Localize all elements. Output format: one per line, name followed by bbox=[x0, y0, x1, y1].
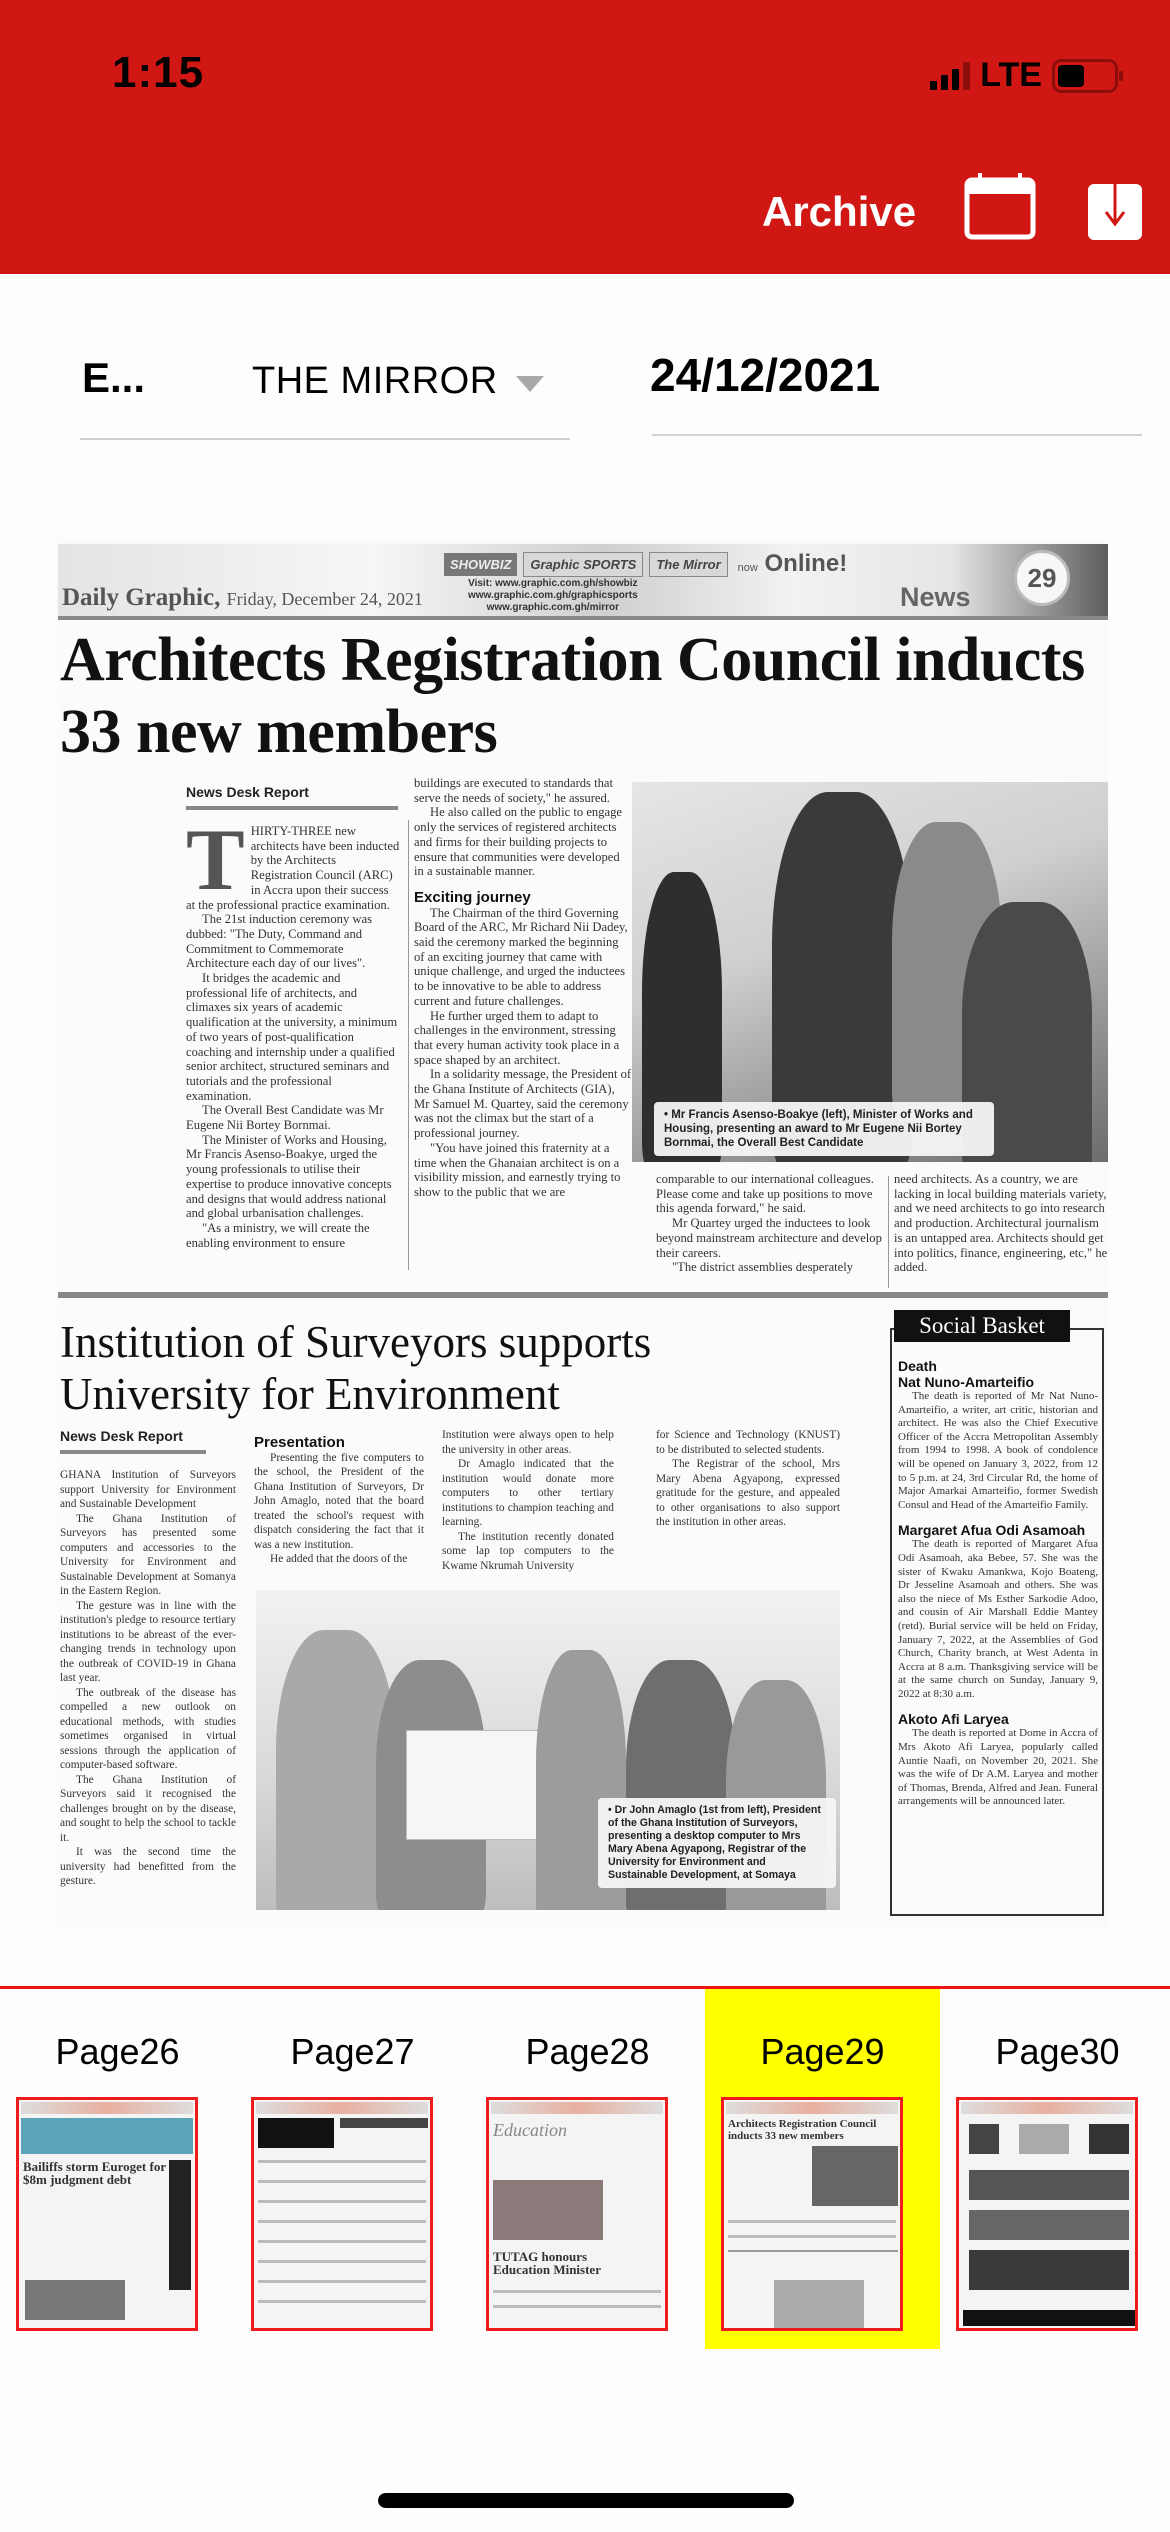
obituary-text: The death is reported of Margaret Afua Odi Asamoah, aka Bebee, 57. She was the sister of Kwaku Amankwa, Kojo Boateng, Dr Jesseline Asamoah and others. She was also the niece of Ms Esther Sarkodie Adoo, and cousin of Air Marshall Eddie Mantey (retd). Burial service will be held on Friday, January 7, 2022, at the Assemblies of God Church, Charity branch, at West Adenta in Accra at 8 a.m. Thanksgiving service will be at the same church on Sunday, January 9, 2022 at 8:30 a.m. bbox=[898, 1538, 1098, 1700]
dropdown-underline bbox=[80, 438, 570, 440]
obituary-name: Nat Nuno-Amarteifio bbox=[898, 1374, 1035, 1390]
graphic-sports-logo: Graphic SPORTS bbox=[523, 552, 643, 577]
story2-headline: Institution of Surveyors supports University for Environment bbox=[60, 1317, 652, 1419]
page-tab-30[interactable] bbox=[940, 1989, 1170, 2349]
masthead-logos bbox=[444, 550, 847, 578]
story2-subhead: Presentation bbox=[254, 1434, 345, 1451]
section-divider bbox=[58, 1292, 1108, 1298]
story2-col1: GHANA Institution of Surveyors support University for Environment and Sustainable Development The Ghana Institution of Surveyors has presented some computers and accessories to the University for Environment and Sustainable Development at Somanya in the Eastern Region. The gesture was in line with the institution's pledge to resource tertiary institutions to be abreast of the ever-changing trends in technology upon the outbreak of COVID-19 in Ghana last year. The outbreak of the disease has compelled a new outlook on educational methods, with studies sometimes organised in virtual sessions through the application of computer-based software. The Ghana Institution of Surveyors said it recognised the challenges brought on by the disease, and sought to help the school to tackle it. It was the second time the university had benefitted from the gesture. bbox=[60, 1469, 236, 1887]
story2-col3: Institution were always open to help the university in other areas. Dr Amaglo indicated that the institution would donate more computers to other tertiary institutions to champion teaching and learning. The institution recently donated some lap top computers to the Kwame Nkrumah University bbox=[442, 1429, 614, 1572]
byline-rule bbox=[186, 806, 398, 810]
page-tab-29[interactable] bbox=[705, 1989, 940, 2349]
download-icon[interactable] bbox=[1086, 168, 1144, 242]
story1-photo-caption: • Mr Francis Asenso-Boakye (left), Minister of Works and Housing, presenting an award to Mr Eugene Nii Bortey Bornmai, the Overall Best Candidate bbox=[654, 1102, 994, 1156]
page-thumbnail[interactable] bbox=[251, 2097, 433, 2331]
story1-headline: Architects Registration Council inducts 33 new members bbox=[60, 626, 1085, 766]
byline-rule bbox=[60, 1450, 206, 1454]
status-indicators bbox=[930, 56, 1118, 95]
showbiz-logo: SHOWBIZ bbox=[444, 553, 517, 576]
page-tab-27[interactable] bbox=[235, 1989, 470, 2349]
date-field[interactable]: 24/12/2021 bbox=[650, 349, 881, 401]
page-thumbnail[interactable]: Education TUTAG honours Education Minister bbox=[486, 2097, 668, 2331]
masthead-paper bbox=[62, 584, 423, 612]
signal-icon bbox=[930, 62, 970, 90]
story1-photo[interactable] bbox=[632, 782, 1108, 1162]
home-indicator[interactable] bbox=[378, 2493, 794, 2508]
calendar-icon[interactable] bbox=[964, 172, 1036, 240]
story2-photo[interactable] bbox=[256, 1590, 840, 1910]
page-label: Page27 bbox=[290, 2031, 415, 2072]
publication-dropdown[interactable] bbox=[252, 360, 544, 403]
page-label: Page26 bbox=[55, 2031, 180, 2072]
obituary-text: The death is reported of Mr Nat Nuno-Amarteifio, a writer, art critic, historian and architect. He was also the Chief Executive Officer of the Accra Metropolitan Assembly from 1994 to 1998. A book of condolence will be opened on January 3, 2022, from 12 to 5 p.m. at 24, 3rd Circular Rd, the home of Major Amarkai Amarteifio, former Swedish Consul and Head of the Amarteifio Family. bbox=[898, 1390, 1098, 1511]
status-time: 1:15 bbox=[112, 48, 205, 97]
archive-button[interactable]: Archive bbox=[762, 188, 917, 235]
obituary-name: Margaret Afua Odi Asamoah bbox=[898, 1522, 1086, 1539]
story2-byline: News Desk Report bbox=[60, 1428, 183, 1444]
page-label: Page30 bbox=[995, 2031, 1120, 2072]
masthead-date: Friday, December 24, 2021 bbox=[226, 589, 423, 609]
obituary-text: The death is reported at Dome in Accra of Mrs Akoto Afi Laryea, popularly called Auntie Naafi, on November 20, 2021. She was the wife of Dr A.M. Laryea and mother of Thomas, Brenda, Alfred and Jean. Funeral arrangements will be announced later. bbox=[898, 1727, 1098, 1808]
computer-box bbox=[406, 1730, 556, 1840]
story2-photo-caption: • Dr John Amaglo (1st from left), President of the Ghana Institution of Surveyors, presenting a desktop computer to Mrs Mary Abena Agyapong, Registrar of the University for Environment and Sustainable Development, at Somaya bbox=[598, 1798, 836, 1888]
page-thumbnail[interactable]: Bailiffs storm Euroget for $8m judgment debt bbox=[16, 2097, 198, 2331]
triangle-down-icon bbox=[516, 376, 544, 392]
publication-dropdown-value: THE MIRROR bbox=[252, 360, 498, 402]
edition-selector[interactable]: E... bbox=[82, 354, 146, 401]
story2-col2: Presentation Presenting the five computers to the school, the President of the Ghana Institution of Surveyors, Dr John Amaglo, noted that the board treated the school's request with dispatch considering the fact that it was a new institution. He added that the doors of the bbox=[254, 1434, 424, 1565]
page-number-badge: 29 bbox=[1014, 550, 1070, 606]
masthead-paper-name: Daily Graphic, bbox=[62, 584, 221, 611]
page-label: Page29 bbox=[760, 2031, 885, 2072]
social-basket-content bbox=[898, 1358, 1098, 1819]
story1-col4: need architects. As a country, we are lacking in local building materials variety, and we need architects to go into research and production. Architectural journalism is an untapped area. Architects should get into politics, finance, engineering, etc," he added. bbox=[894, 1172, 1108, 1275]
social-basket-title: Social Basket bbox=[894, 1310, 1070, 1342]
app-header bbox=[0, 0, 1170, 274]
online-label: now Online! bbox=[737, 550, 848, 577]
section-label: News bbox=[900, 582, 971, 612]
date-underline bbox=[652, 434, 1142, 436]
page-tab-28[interactable] bbox=[470, 1989, 705, 2349]
masthead bbox=[58, 544, 1108, 620]
masthead-urls: Visit: www.graphic.com.gh/showbiz www.graphic.com.gh/graphicsports www.graphic.com.gh/mirror bbox=[468, 578, 638, 613]
network-type: LTE bbox=[980, 56, 1042, 94]
filter-row bbox=[0, 274, 1170, 464]
page-tab-26[interactable] bbox=[0, 1989, 235, 2349]
story1-col3: comparable to our international colleagues. Please come and take up positions to move this agenda forward," he said. Mr Quartey urged the inductees to look beyond mainstream architecture and develop their careers. "The district assemblies desperately bbox=[656, 1172, 882, 1275]
obituary-name: Akoto Afi Laryea bbox=[898, 1711, 1009, 1728]
mirror-logo: The Mirror bbox=[649, 552, 727, 577]
dropcap: T bbox=[186, 812, 245, 909]
column-rule bbox=[408, 820, 409, 1270]
page-thumbnail-strip[interactable] bbox=[0, 1989, 1170, 2349]
page-thumbnail[interactable]: Architects Registration Council inducts 33 new members bbox=[721, 2097, 903, 2331]
story1-subhead: Exciting journey bbox=[414, 888, 531, 906]
battery-icon bbox=[1052, 59, 1118, 93]
column-rule bbox=[888, 1176, 889, 1288]
story2-col4: for Science and Technology (KNUST) to be distributed to selected students. The Registrar of the school, Mrs Mary Abena Agyapong, expressed gratitude for the gesture, and appealed to other organisations to also support the institution in other areas. bbox=[656, 1429, 840, 1528]
page-label: Page28 bbox=[525, 2031, 650, 2072]
newspaper-page-viewer[interactable] bbox=[58, 540, 1108, 1930]
story1-byline: News Desk Report bbox=[186, 784, 309, 800]
story1-col1: THIRTY-THREE new architects have been inducted by the Architects Registration Council (ARC) in Accra upon their success at the professional practice examination. The 21st induction ceremony was dubbed: "The Duty, Command and Commitment to Commemorate Architecture each day of our lives". It bridges the academic and professional life of architects, and climaxes six years of academic qualification at the university, a minimum of two years of post-qualification coaching and internship under a qualified senior architect, structured seminars and tutorials and the professional examination. The Overall Best Candidate was Mr Eugene Nii Bortey Bornmai. The Minister of Works and Housing, Mr Francis Asenso-Boakye, urged the young professionals to utilise their expertise to produce innovative concepts and designs that would address national and global urbanisation challenges. "As a ministry, we will create the enabling environment to ensure bbox=[186, 812, 400, 1250]
story1-col2: buildings are executed to standards that serve the needs of society," he assured. He also called on the public to engage only the services of registered architects and firms for their building projects to ensure that communities were developed in a sustainable manner. Exciting journey The Chairman of the third Governing Board of the ARC, Mr Richard Nii Dadey, said the ceremony marked the beginning of an exciting journey that came with unique challenge, and urged the inductees to be innovative to be able to address current and future challenges. He further urged them to adapt to challenges in the environment, stressing that every human activity took place in a space shaped by an architect. In a solidarity message, the President of the Ghana Institute of Architects (GIA), Mr Samuel M. Quartey, said the ceremony was not the climax but the start of a professional journey. "You have joined this fraternity at a time when the Ghanaian architect is on a visibility mission, and earnestly trying to show to the public that we are bbox=[414, 776, 632, 1199]
social-section-heading: Death bbox=[898, 1358, 937, 1374]
page-thumbnail[interactable] bbox=[956, 2097, 1138, 2331]
